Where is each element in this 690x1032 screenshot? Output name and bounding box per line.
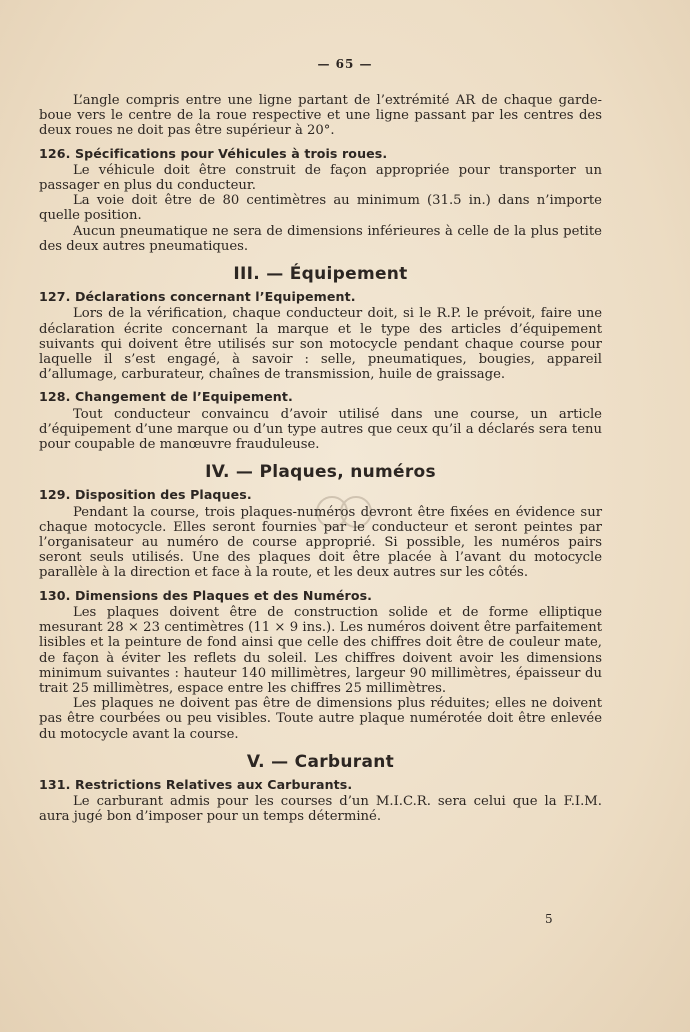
page-number: — 65 — [317, 57, 373, 71]
article-130-paragraph-1: Les plaques doivent être de construction solide et de forme elliptique mesurant 28 × 23 centimètres (11 × 9 ins.). Les numéros doivent être parfaitement lisibles et la peinture de fond ainsi que celle des chiffres doit être de couleur mate, de façon à éviter les reflets du soleil. Les chiffres doivent avoir les dimensions minimum suivantes : hauteur 140 millimètres, largeur 90 millimètres, épaisseur du trait 25 millimètres, espace entre les chiffres 25 millimètres. [39, 604, 602, 696]
article-127-title: 127. Déclarations concernant l’Equipement. [39, 289, 356, 305]
article-128-paragraph-1: Tout conducteur convaincu d’avoir utilisé dans une course, un article d’équipement d’une marque ou d’un type autres que ceux qu’il a déclarés sera tenu pour coupable de manœuvre frauduleuse. [39, 406, 602, 453]
article-130-paragraph-2: Les plaques ne doivent pas être de dimensions plus réduites; elles ne doivent pas être courbées ou peu visibles. Toute autre plaque numérotée doit être enlevée du motocycle avant la course. [39, 696, 602, 742]
section-4-title: IV. — Plaques, numéros [205, 462, 436, 483]
signature-mark: 5 [545, 912, 553, 926]
article-126-paragraph-1: Le véhicule doit être construit de façon appropriée pour transporter un passager en plus du conducteur. [39, 162, 602, 194]
page-content [39, 93, 602, 825]
article-126-title: 126. Spécifications pour Véhicules à trois roues. [39, 145, 388, 161]
article-131-paragraph-1: Le carburant admis pour les courses d’un M.I.C.R. sera celui que la F.I.M. aura jugé bon d’imposer pour un temps déterminé. [39, 794, 602, 825]
article-131-title: 131. Restrictions Relatives aux Carburants. [39, 776, 353, 792]
article-129-paragraph-1: Pendant la course, trois plaques-numéros devront être fixées en évidence sur chaque motocycle. Elles seront fournies par le conducteur et seront peintes par l’organisateur au numéro de course approprié. Si possible, les numéros pairs seront seuls utilisés. Une des plaques doit être placée à l’avant du motocycle parallèle à la direction et face à la route, et les deux autres sur les côtés. [39, 504, 602, 581]
article-128-title: 128. Changement de l’Equipement. [39, 389, 293, 405]
section-5-title: V. — Carburant [246, 751, 395, 772]
article-126-paragraph-3: Aucun pneumatique ne sera de dimensions inférieures à celle de la plus petite des deux autres pneumatiques. [39, 223, 602, 254]
article-129-title: 129. Disposition des Plaques. [39, 487, 252, 503]
article-130-title: 130. Dimensions des Plaques et des Numéros. [39, 587, 373, 603]
article-126-paragraph-2: La voie doit être de 80 centimètres au minimum (31.5 in.) dans n’importe quelle position. [39, 193, 602, 224]
section-3-title: III. — Équipement [233, 264, 408, 285]
intro-paragraph: L’angle compris entre une ligne partant de l’extrémité AR de chaque garde-boue vers le centre de la roue respective et une ligne passant par les centres des deux roues ne doit pas être supérieur à 20°. [39, 93, 602, 139]
article-127-paragraph-1: Lors de la vérification, chaque conducteur doit, si le R.P. le prévoit, faire une déclaration écrite concernant la marque et le type des articles d’équipement suivants qui doivent être utilisés sur son motocycle pendant chaque course pour laquelle il s’est engagé, à savoir : selle, pneumatiques, bougies, appareil d’allumage, carburateur, chaînes de transmission, huile de graissage. [39, 306, 602, 383]
